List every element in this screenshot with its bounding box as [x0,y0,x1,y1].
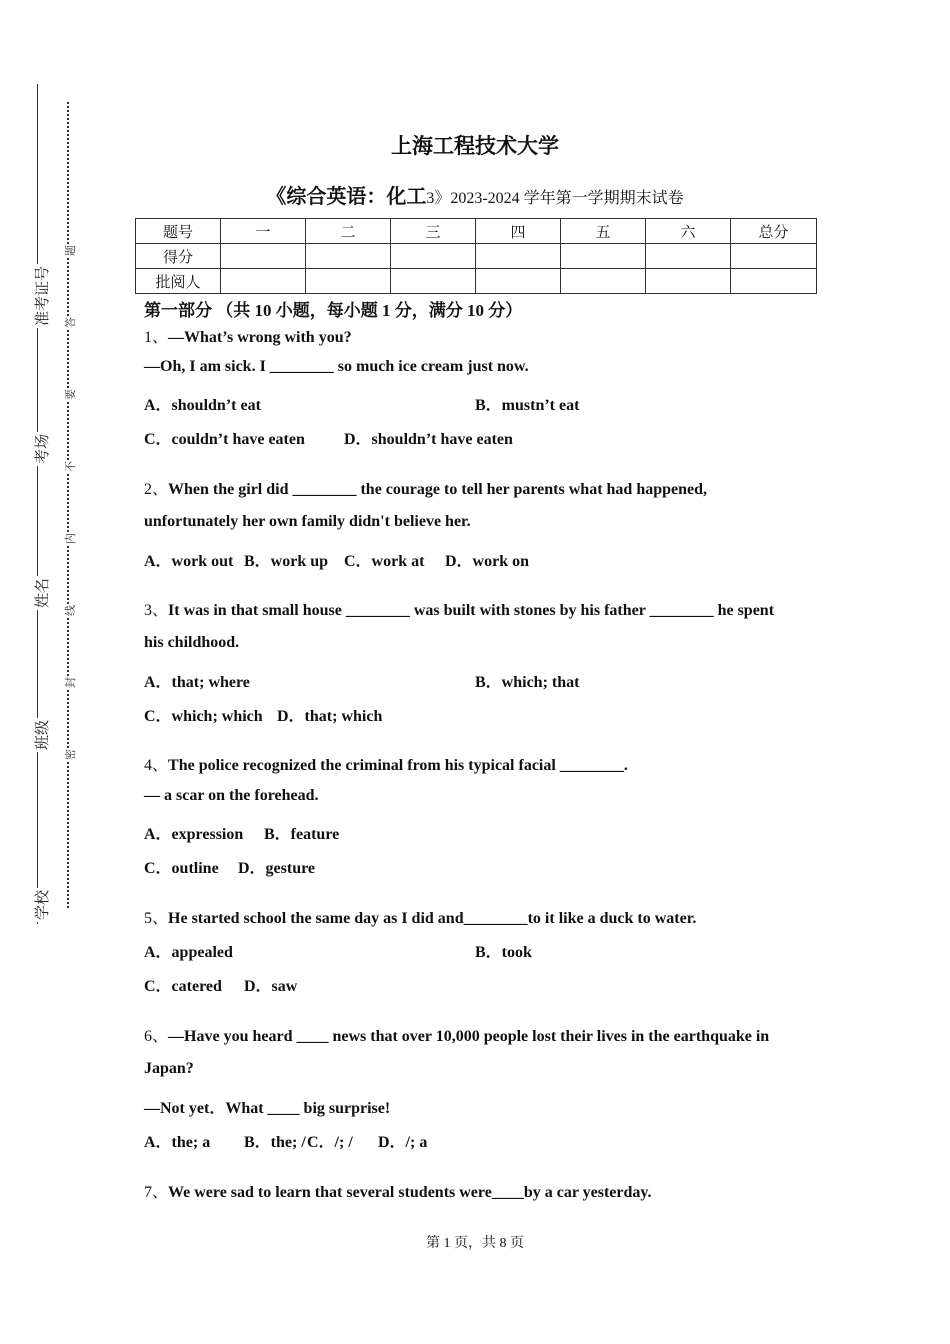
question-number: 3、 [144,602,169,619]
score-cell [391,244,476,269]
exam-title-course: 《综合英语：化工 [266,184,427,208]
grader-cell [646,269,731,294]
score-cell [306,244,391,269]
option-a: A．expression [144,826,244,843]
score-table-header-cell: 题号 [136,219,221,244]
score-cell [731,244,817,269]
question-number: 5、 [144,910,169,927]
question-2-stem [144,476,707,499]
binding-line [37,84,38,924]
question-text: —What’s wrong with you? [168,329,352,346]
score-table-row-score [136,244,817,269]
score-table-header-cell: 总分 [731,219,817,244]
option-d: D．work on [445,553,530,570]
option-d: D．saw [244,978,298,995]
option-b: B．the; / [244,1134,306,1151]
score-cell [476,244,561,269]
seal-char: 封 [61,677,79,688]
university-title: 上海工程技术大学 [391,134,559,158]
score-row-label: 得分 [136,244,221,269]
question-5-stem [144,905,696,928]
binding-label-class: 班级 [33,719,51,750]
binding-label-exam-number: 准考证号 [33,265,51,326]
option-b: B．mustn’t eat [475,397,580,414]
score-table-header-cell: 二 [306,219,391,244]
exam-title-term: 3》2023-2024 学年第一学期期末试卷 [426,190,684,207]
score-cell [221,244,306,269]
question-number: 6、 [144,1028,169,1045]
option-b: B．feature [264,826,340,843]
option-d: D．/; a [378,1134,428,1151]
grader-row-label: 批阅人 [136,269,221,294]
score-table-row-grader [136,269,817,294]
question-text: We were sad to learn that several students were____by a car yesterday. [168,1184,652,1201]
option-b: B．took [475,944,532,961]
option-c: C．outline [144,860,219,877]
question-1-stem [144,324,352,347]
option-b: B．work up [244,553,329,570]
binding-label-exam-room: 考场 [33,433,51,464]
seal-char: 密 [61,749,79,760]
option-a: A．appealed [144,944,233,961]
option-a: A．shouldn’t eat [144,397,261,414]
question-text: —Have you heard ____ news that over 10,000 people lost their lives in the earthquake in [168,1028,770,1045]
question-number: 4、 [144,757,169,774]
score-table-header-cell: 五 [561,219,646,244]
grader-cell [561,269,646,294]
binding-label-name: 姓名 [33,577,51,608]
seal-char: 答 [61,317,79,328]
option-c: C．/; / [307,1134,353,1151]
seal-char: 要 [61,389,79,400]
question-3-stem [144,597,774,620]
score-table-header-row [136,219,817,244]
question-6-stem [144,1023,769,1046]
grader-cell [731,269,817,294]
question-number: 1、 [144,329,169,346]
option-d: D．that; which [277,708,383,725]
option-c: C．which; which [144,708,263,725]
seal-char: 不 [61,461,79,472]
score-table-header-cell: 四 [476,219,561,244]
question-4-stem-2: — a scar on the forehead. [144,787,319,804]
option-a: A．work out [144,553,234,570]
question-text: He started school the same day as I did and________to it like a duck to water. [168,910,697,927]
binding-label-school: 学校 [33,889,51,920]
grader-cell [221,269,306,294]
option-a: A．the; a [144,1134,211,1151]
option-c: C．work at [344,553,425,570]
score-cell [646,244,731,269]
question-7-stem [144,1179,652,1202]
score-table [135,218,817,294]
seal-char: 内 [61,533,79,544]
question-number: 7、 [144,1184,169,1201]
page-footer: 第 1 页，共 8 页 [426,1236,524,1251]
option-c: C．catered [144,978,222,995]
question-3-stem-2: his childhood. [144,634,240,651]
score-cell [561,244,646,269]
question-number: 2、 [144,481,169,498]
question-text: It was in that small house ________ was built with stones by his father ________ he spent [168,602,775,619]
seal-char: 题 [61,245,79,256]
option-a: A．that; where [144,674,250,691]
option-b: B．which; that [475,674,580,691]
question-text: The police recognized the criminal from his typical facial ________. [168,757,628,774]
question-6-stem-3: —Not yet．What ____ big surprise! [144,1100,391,1117]
option-d: D．shouldn’t have eaten [344,431,513,448]
question-4-stem [144,752,628,775]
seal-char: 线 [61,605,79,616]
option-c: C．couldn’t have eaten [144,431,305,448]
grader-cell [476,269,561,294]
section-title: 第一部分 （共 10 小题，每小题 1 分，满分 10 分） [144,301,523,320]
question-1-stem-2: —Oh, I am sick. I ________ so much ice cream just now. [144,358,529,375]
question-6-stem-2: Japan? [144,1060,194,1077]
seal-dotted-line [67,102,69,908]
grader-cell [306,269,391,294]
score-table-header-cell: 三 [391,219,476,244]
question-2-stem-2: unfortunately her own family didn't believe her. [144,513,471,530]
option-d: D．gesture [238,860,316,877]
question-text: When the girl did ________ the courage to tell her parents what had happened, [168,481,708,498]
score-table-header-cell: 一 [221,219,306,244]
exam-title [0,180,950,209]
score-table-header-cell: 六 [646,219,731,244]
grader-cell [391,269,476,294]
